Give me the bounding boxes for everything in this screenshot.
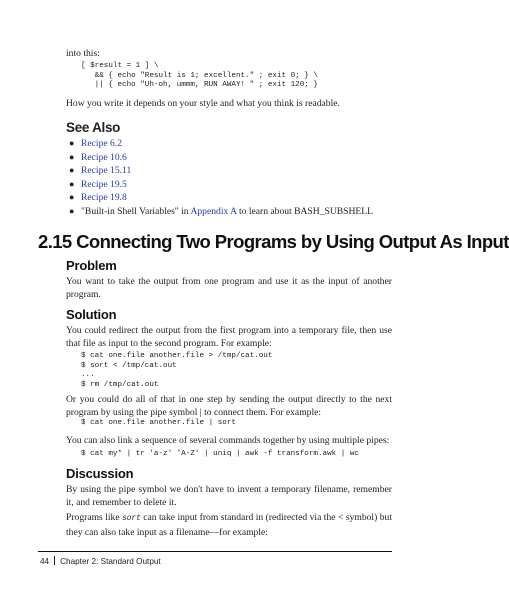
page-number: 44: [40, 557, 50, 566]
code-block-pipe: $ cat one.file another.file | sort: [81, 419, 236, 427]
bullet-icon: ●: [69, 178, 75, 189]
recipe-link[interactable]: Recipe 19.8: [81, 192, 127, 204]
text-after-code: can take input from standard in (redirected via the < symbol) but they can also take input as a filename—for example:: [66, 512, 392, 539]
chapter-label: Chapter 2: Standard Output: [60, 557, 161, 566]
list-item: [66, 178, 396, 192]
item-text-before: "Built-in Shell Variables" in: [81, 205, 191, 217]
recipe-link[interactable]: Recipe 15.11: [81, 165, 132, 177]
text-before-code: Programs like: [66, 512, 123, 523]
discussion-text-1: By using the pipe symbol we don't have to invent a temporary filename, remember it, and remember to delete it.: [66, 484, 392, 509]
problem-text: You want to take the output from one program and use it as the input of another program.: [66, 276, 392, 301]
list-item: [66, 191, 396, 205]
solution-text-3: You can also link a sequence of several commands together by using multiple pipes:: [66, 435, 390, 446]
code-block-multiple-pipes: $ cat my* | tr 'a-z' 'A-Z' | uniq | awk -f transform.awk | wc: [81, 450, 359, 458]
footer-separator: [54, 556, 55, 565]
recipe-link[interactable]: Recipe 6.2: [81, 138, 123, 149]
section-title: 2.15 Connecting Two Programs by Using Output As Input: [38, 231, 509, 252]
inline-code-sort: sort: [122, 515, 141, 523]
page-footer: [40, 556, 161, 566]
bullet-icon: ●: [69, 138, 75, 148]
bullet-icon: ●: [69, 165, 75, 176]
appendix-link[interactable]: Appendix A: [190, 205, 237, 217]
see-also-heading: See Also: [66, 120, 121, 135]
recipe-link[interactable]: Recipe 19.5: [81, 178, 127, 190]
list-item: [66, 151, 396, 165]
list-item: [66, 205, 396, 219]
code-block-result-check: [ $result = 1 ] \ && { echo "Result is 1; excellent." ; exit 0; } \ || { echo "Uh-oh, ummm, RUN AWAY! " ; exit 120; }: [81, 62, 318, 90]
footer-rule: [38, 551, 392, 552]
bullet-icon: ●: [69, 151, 75, 162]
see-also-list: [66, 137, 396, 219]
discussion-text-2: [66, 511, 392, 540]
solution-text-1: You could redirect the output from the first program into a temporary file, then use that file as input to the second program. For example:: [66, 325, 392, 350]
problem-heading: Problem: [66, 258, 117, 273]
code-block-temp-file: $ cat one.file another.file > /tmp/cat.out $ sort < /tmp/cat.out ... $ rm /tmp/cat.out: [81, 352, 273, 389]
intro-text: into this:: [66, 48, 100, 59]
solution-text-2: Or you could do all of that in one step by sending the output directly to the next program by using the pipe symbol | to connect them. For example:: [66, 394, 392, 419]
bullet-icon: ●: [69, 205, 75, 216]
bullet-icon: ●: [69, 192, 75, 203]
readability-note: How you write it depends on your style and what you think is readable.: [66, 98, 340, 109]
recipe-link[interactable]: Recipe 10.6: [81, 151, 127, 163]
list-item: [66, 164, 396, 178]
solution-heading: Solution: [66, 307, 117, 322]
discussion-heading: Discussion: [66, 466, 134, 481]
list-item: [66, 137, 396, 151]
item-text-after: to learn about BASH_SUBSHELL: [236, 205, 374, 217]
